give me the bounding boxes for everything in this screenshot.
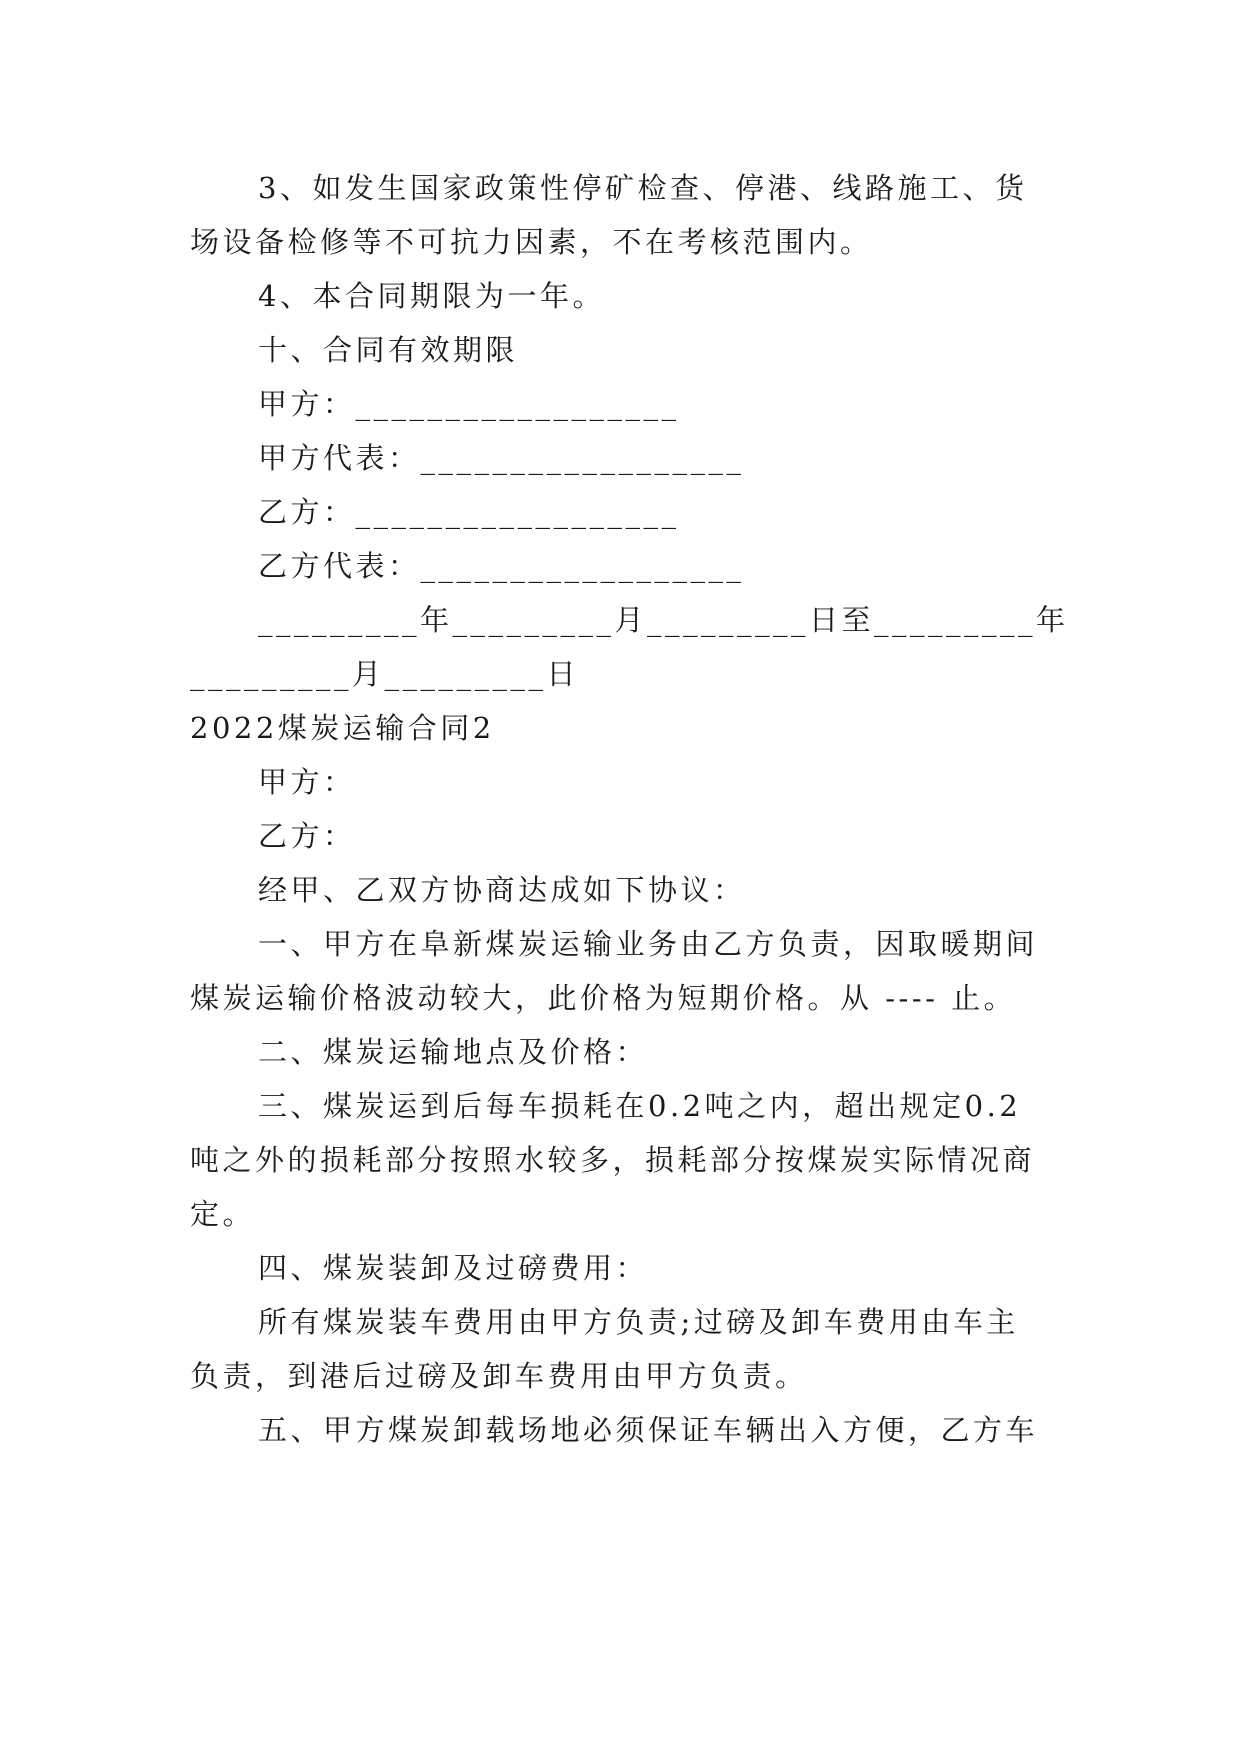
article-three-line-2: 吨之外的损耗部分按照水较多，损耗部分按煤炭实际情况商 (190, 1143, 1036, 1177)
party-a-signature-field: 甲方：__________________ (258, 387, 680, 421)
party-b-representative-field: 乙方代表：__________________ (258, 549, 745, 583)
section-ten-heading: 十、合同有效期限 (258, 333, 519, 367)
clause-3-line-2: 场设备检修等不可抗力因素，不在考核范围内。 (190, 225, 873, 259)
date-range-line-2: _________月_________日 (190, 657, 580, 691)
date-range-line-1: _________年_________月_________日至_________年 (258, 603, 1069, 637)
clause-4: 4、本合同期限为一年。 (258, 279, 605, 313)
contract-2-title: 2022煤炭运输合同2 (190, 711, 495, 745)
party-b-signature-field: 乙方：__________________ (258, 495, 680, 529)
article-four: 四、煤炭装卸及过磅费用： (258, 1251, 649, 1285)
clause-3-line-1: 3、如发生国家政策性停矿检查、停港、线路施工、货 (258, 171, 1028, 205)
article-one-line-1: 一、甲方在阜新煤炭运输业务由乙方负责，因取暖期间 (258, 927, 1039, 961)
article-two: 二、煤炭运输地点及价格： (258, 1035, 649, 1069)
contract-2-party-b: 乙方： (258, 819, 356, 853)
article-one-line-2: 煤炭运输价格波动较大，此价格为短期价格。从 ---- 止。 (190, 981, 1017, 1015)
article-four-detail-line-1: 所有煤炭装车费用由甲方负责;过磅及卸车费用由车主 (258, 1305, 1019, 1339)
article-five-line-1: 五、甲方煤炭卸载场地必须保证车辆出入方便，乙方车 (258, 1413, 1039, 1447)
article-three-line-1: 三、煤炭运到后每车损耗在0.2吨之内，超出规定0.2 (258, 1089, 1022, 1123)
contract-2-party-a: 甲方： (258, 765, 356, 799)
agreement-intro: 经甲、乙双方协商达成如下协议： (258, 873, 746, 907)
article-four-detail-line-2: 负责，到港后过磅及卸车费用由甲方负责。 (190, 1359, 808, 1393)
party-a-representative-field: 甲方代表：__________________ (258, 441, 745, 475)
article-three-line-3: 定。 (190, 1197, 256, 1231)
